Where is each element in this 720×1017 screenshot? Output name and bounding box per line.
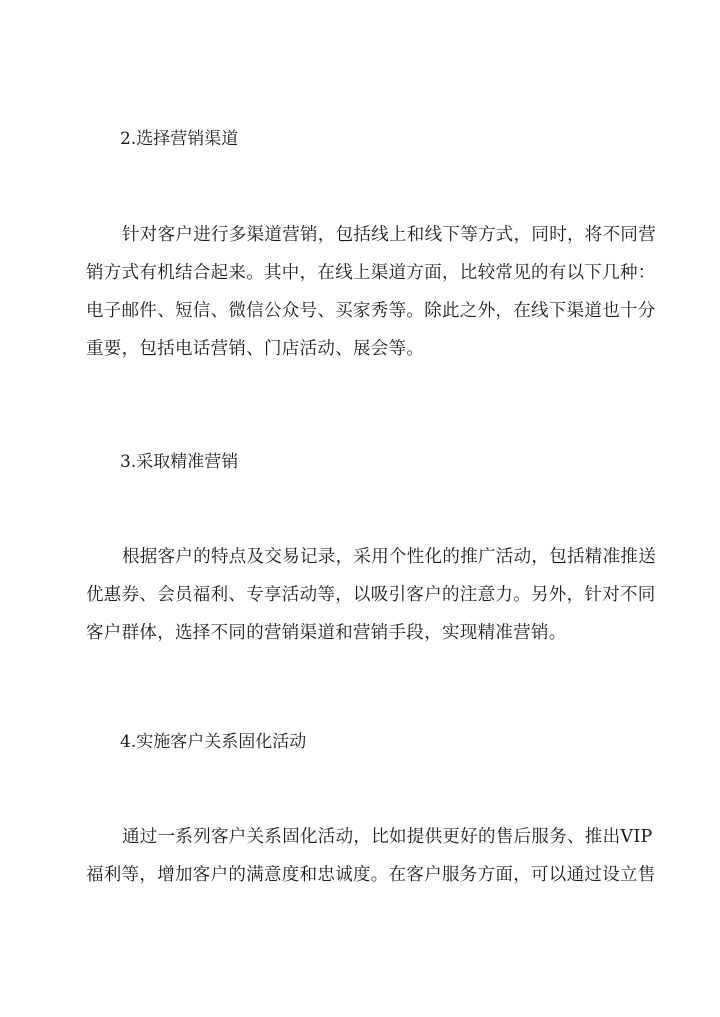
paragraph-line: 福利等，增加客户的满意度和忠诚度。在客户服务方面，可以通过设立售 (86, 865, 656, 885)
section-paragraph (86, 538, 656, 652)
section-heading: 2.选择营销渠道 (120, 129, 239, 149)
section-heading: 3.采取精准营销 (120, 452, 239, 472)
paragraph-line: 重要，包括电话营销、门店活动、展会等。 (86, 339, 425, 359)
paragraph-line: 针对客户进行多渠道营销，包括线上和线下等方式，同时，将不同营 (122, 225, 656, 245)
paragraph-line: 客户群体，选择不同的营销渠道和营销手段，实现精准营销。 (86, 623, 567, 643)
paragraph-line: 优惠券、会员福利、专享活动等，以吸引客户的注意力。另外，针对不同 (86, 585, 656, 605)
paragraph-line: 电子邮件、短信、微信公众号、买家秀等。除此之外，在线下渠道也十分 (86, 301, 656, 321)
section-paragraph (86, 818, 656, 894)
section-paragraph (86, 216, 656, 368)
section-heading: 4.实施客户关系固化活动 (120, 732, 307, 752)
paragraph-line: 销方式有机结合起来。其中，在线上渠道方面，比较常见的有以下几种： (86, 263, 656, 283)
paragraph-line: 根据客户的特点及交易记录，采用个性化的推广活动，包括精准推送 (122, 547, 656, 567)
paragraph-line: 通过一系列客户关系固化活动，比如提供更好的售后服务、推出VIP (122, 827, 653, 847)
